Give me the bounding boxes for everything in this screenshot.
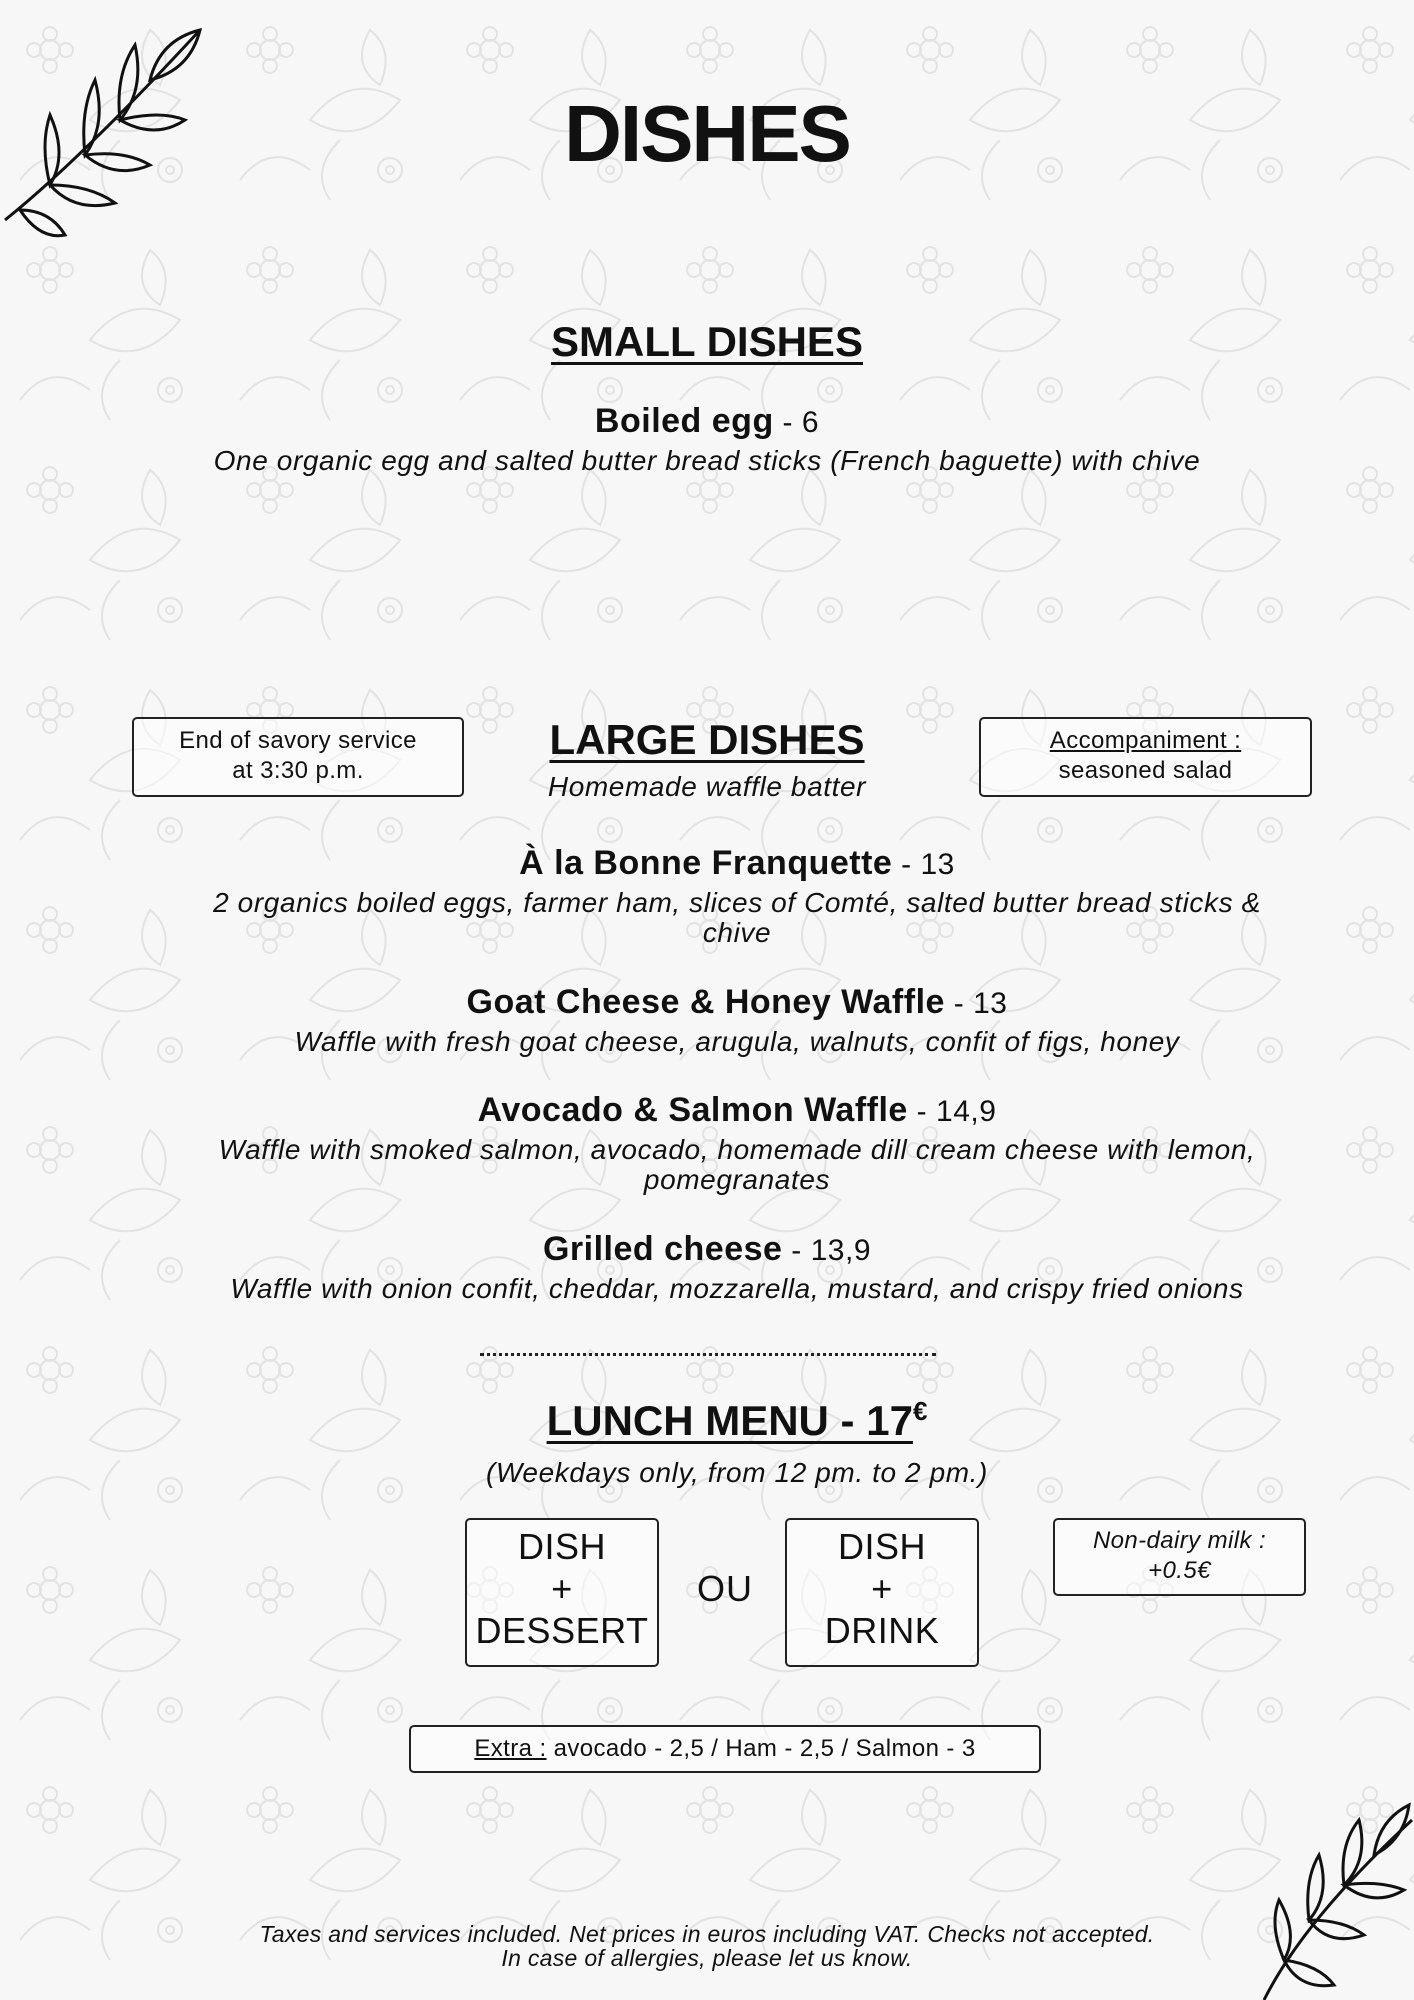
description-line: 2 organics boiled eggs, farmer ham, slices of Comté, salted butter bread sticks &	[213, 887, 1261, 918]
or-label: OU	[697, 1568, 753, 1609]
dish-price: - 13,9	[782, 1234, 872, 1267]
dotted-separator	[480, 1353, 936, 1356]
extra-label: Extra :	[474, 1735, 547, 1762]
dish-name-boiled-egg	[0, 402, 1414, 441]
dish-title: Goat Cheese & Honey Waffle	[466, 983, 945, 1021]
dish-description	[30, 1274, 1414, 1304]
lunch-menu-title: LUNCH MENU - 17	[546, 1397, 913, 1444]
leaf-branch-bottom-right-icon	[1244, 1800, 1414, 2000]
extra-note	[409, 1725, 1041, 1773]
dish-name	[0, 1230, 1414, 1269]
dish-description	[30, 1027, 1414, 1057]
large-dishes-heading: LARGE DISHES	[549, 716, 865, 763]
page-title: DISHES	[564, 89, 850, 178]
dish-price: - 13	[944, 987, 1008, 1020]
dish-description	[30, 888, 1414, 948]
description-line: pomegranates	[643, 1164, 831, 1195]
option-line: DRINK	[824, 1610, 940, 1651]
option-line: +	[551, 1568, 573, 1609]
description-line: Waffle with smoked salmon, avocado, homemade dill cream cheese with lemon,	[218, 1134, 1256, 1165]
footer-line: Taxes and services included. Net prices in euros including VAT. Checks not accepted.	[259, 1921, 1155, 1947]
dish-title: Grilled cheese	[542, 1230, 783, 1268]
lunch-option-drink	[785, 1518, 979, 1667]
option-line: DESSERT	[475, 1610, 649, 1651]
footer-line: In case of allergies, please let us know.	[501, 1945, 913, 1971]
dish-name	[30, 983, 1414, 1022]
option-line: DISH	[517, 1526, 606, 1567]
note-line: Non-dairy milk :	[1092, 1527, 1267, 1554]
option-line: +	[871, 1568, 893, 1609]
dish-description: One organic egg and salted butter bread sticks (French baguette) with chive	[213, 445, 1201, 476]
extra-text: avocado - 2,5 / Ham - 2,5 / Salmon - 3	[546, 1735, 976, 1762]
lunch-availability: (Weekdays only, from 12 pm. to 2 pm.)	[485, 1457, 988, 1488]
description-line: Waffle with onion confit, cheddar, mozzarella, mustard, and crispy fried onions	[230, 1273, 1244, 1304]
large-dishes-subtitle: Homemade waffle batter	[547, 771, 867, 802]
option-line: DISH	[837, 1526, 926, 1567]
small-dishes-heading: SMALL DISHES	[551, 318, 863, 365]
note-line: End of savory service	[179, 727, 417, 754]
dish-price: - 14,9	[907, 1095, 997, 1128]
currency-symbol: €	[912, 1396, 928, 1426]
description-line: Waffle with fresh goat cheese, arugula, walnuts, confit of figs, honey	[294, 1026, 1180, 1057]
non-dairy-milk-note	[1053, 1518, 1306, 1596]
dish-name	[30, 844, 1414, 883]
note-line: at 3:30 p.m.	[232, 757, 364, 784]
dish-price: - 6	[773, 406, 820, 439]
dish-title: À la Bonne Franquette	[519, 844, 893, 882]
footer	[0, 1922, 1414, 1970]
lunch-option-dessert	[465, 1518, 659, 1667]
description-line: chive	[702, 917, 772, 948]
dish-price: - 13	[892, 848, 955, 881]
note-label: Accompaniment :	[1049, 727, 1242, 754]
note-line: +0.5€	[1148, 1557, 1211, 1584]
note-value: seasoned salad	[1058, 757, 1233, 784]
dish-title: Boiled egg	[594, 402, 774, 440]
dish-title: Avocado & Salmon Waffle	[477, 1091, 908, 1129]
dish-name	[30, 1091, 1414, 1130]
lunch-menu-heading	[30, 1396, 1414, 1445]
dish-description	[30, 1135, 1414, 1195]
